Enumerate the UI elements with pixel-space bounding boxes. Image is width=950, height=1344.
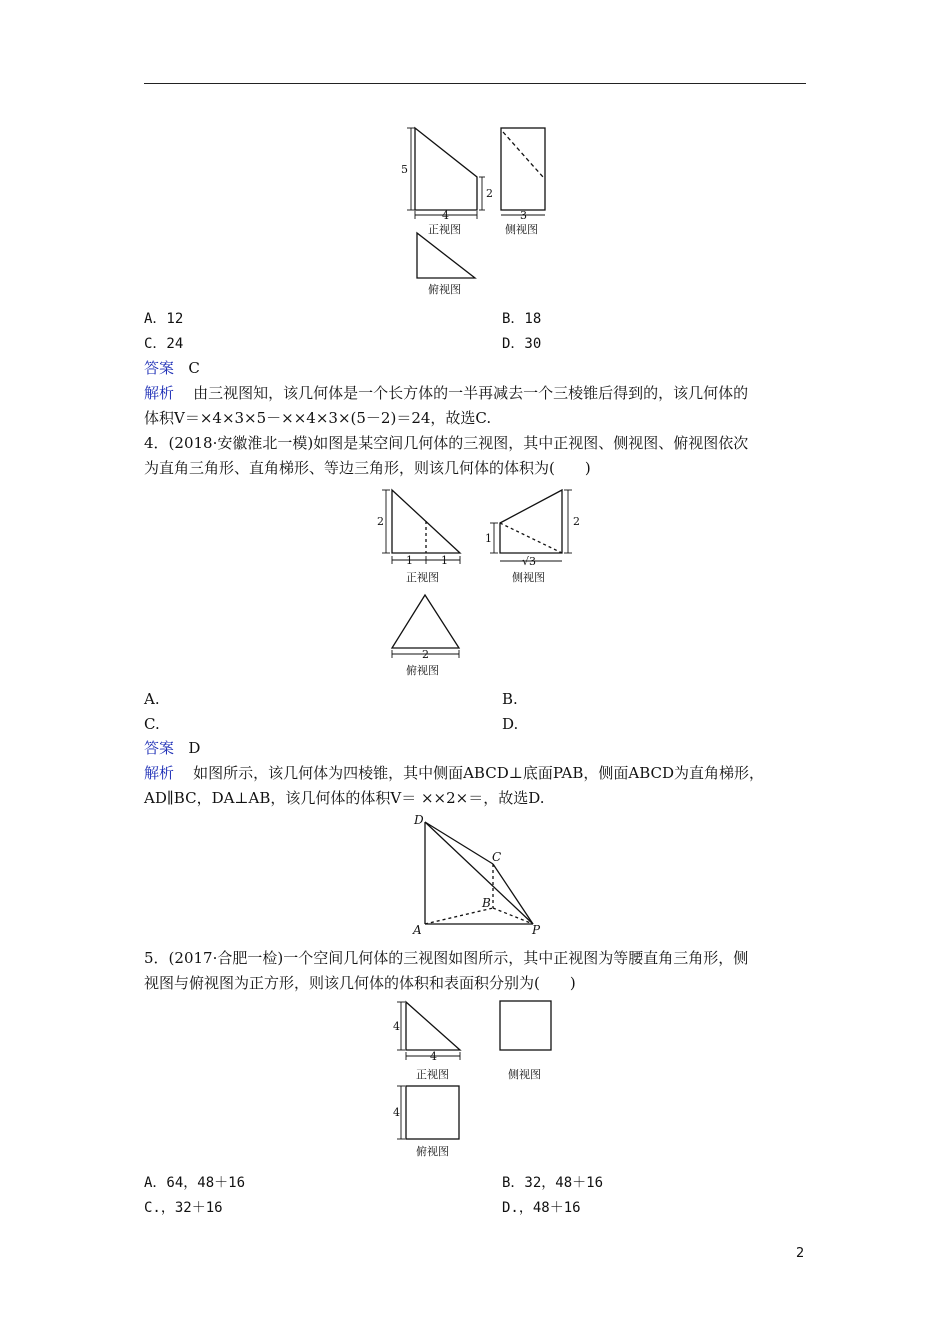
q3-front-view-label: 正视图 [428,223,461,236]
q4-dim-1-side: 1 [485,532,492,545]
q3-option-c: C．24 [144,336,184,352]
q5-option-b: B．32，48＋16 [502,1175,604,1191]
q4-analysis-tag: 解析 [144,764,175,782]
q3-option-b: B．18 [502,311,542,327]
header-rule [144,83,806,84]
q4-dim-2-front: 2 [377,515,384,528]
q4-stem-2: 为直角三角形、直角梯形、等边三角形，则该几何体的体积为( ) [144,459,591,477]
q4-dim-sqrt3: √3 [522,555,537,568]
q4-answer: D [188,739,201,757]
q5-dim-4-bottom: 4 [430,1050,437,1063]
q4-three-view-figure [370,483,590,683]
q3-three-view-figure [365,120,565,305]
q5-dim-4-top: 4 [393,1106,400,1119]
q3-side-view-label: 侧视图 [505,223,538,236]
q4-vertex-c: C [492,850,502,864]
q4-dim-2-top: 2 [422,648,429,661]
q4-side-view-label: 侧视图 [512,571,545,584]
q4-dim-1-right: 1 [441,554,448,567]
q5-option-c: C.，32＋16 [144,1200,223,1216]
q4-dim-1-left: 1 [406,554,413,567]
q3-analysis-text-2: 体积V＝×4×3×5－××4×3×(5－2)＝24，故选C. [144,409,492,427]
q4-top-view-label: 俯视图 [406,664,439,677]
q3-dim-3: 3 [520,209,527,222]
q4-answer-tag: 答案 [144,739,175,757]
page-number: 2 [796,1246,805,1261]
q3-dim-5: 5 [401,163,408,176]
q4-analysis-text-2: AD∥BC，DA⊥AB，该几何体的体积V＝ ××2×＝，故选D. [144,789,545,807]
q4-vertex-a: A [413,923,422,937]
q3-analysis-tag: 解析 [144,384,175,402]
q5-option-d: D.，48＋16 [502,1200,581,1216]
q3-option-a: A．12 [144,311,184,327]
q4-front-view-label: 正视图 [406,571,439,584]
q3-analysis-text-1: 由三视图知，该几何体是一个长方体的一半再减去一个三棱锥后得到的，该几何体的 [193,384,749,402]
q5-top-view-label: 俯视图 [416,1145,449,1158]
q4-stem-1: 4．(2018·安徽淮北一模)如图是某空间几何体的三视图，其中正视图、侧视图、俯视图依次 [144,434,749,452]
q5-stem-1: 5．(2017·合肥一检)一个空间几何体的三视图如图所示，其中正视图为等腰直角三角形，侧 [144,949,749,967]
q4-option-d: D. [502,715,519,733]
q3-top-view-label: 俯视图 [428,283,461,296]
q5-stem-2: 视图与俯视图为正方形，则该几何体的体积和表面积分别为( ) [144,974,576,992]
q5-three-view-figure [390,998,570,1163]
q5-dim-4-front: 4 [393,1020,400,1033]
q3-answer-tag: 答案 [144,359,175,377]
q4-option-a: A. [144,690,160,708]
q4-option-b: B. [502,690,518,708]
q5-front-view-label: 正视图 [416,1068,449,1081]
q3-answer: C [188,359,200,377]
q3-dim-4: 4 [442,209,449,222]
q4-analysis-text-1: 如图所示，该几何体为四棱锥，其中侧面ABCD⊥底面PAB，侧面ABCD为直角梯形， [193,764,765,782]
q4-answer-line [144,738,200,758]
q4-vertex-d: D [414,813,424,827]
q5-side-view-label: 侧视图 [508,1068,541,1081]
q3-answer-line [144,358,200,378]
q4-vertex-b: B [482,896,491,910]
q4-option-c: C. [144,715,160,733]
q3-analysis-line-1 [144,383,748,403]
q4-solid-figure [405,812,550,937]
q5-option-a: A．64，48＋16 [144,1175,246,1191]
q3-dim-2: 2 [486,187,493,200]
q4-vertex-p: P [532,923,541,937]
q4-analysis-line-1 [144,763,764,783]
q4-dim-2-side: 2 [573,515,580,528]
q3-option-d: D．30 [502,336,542,352]
